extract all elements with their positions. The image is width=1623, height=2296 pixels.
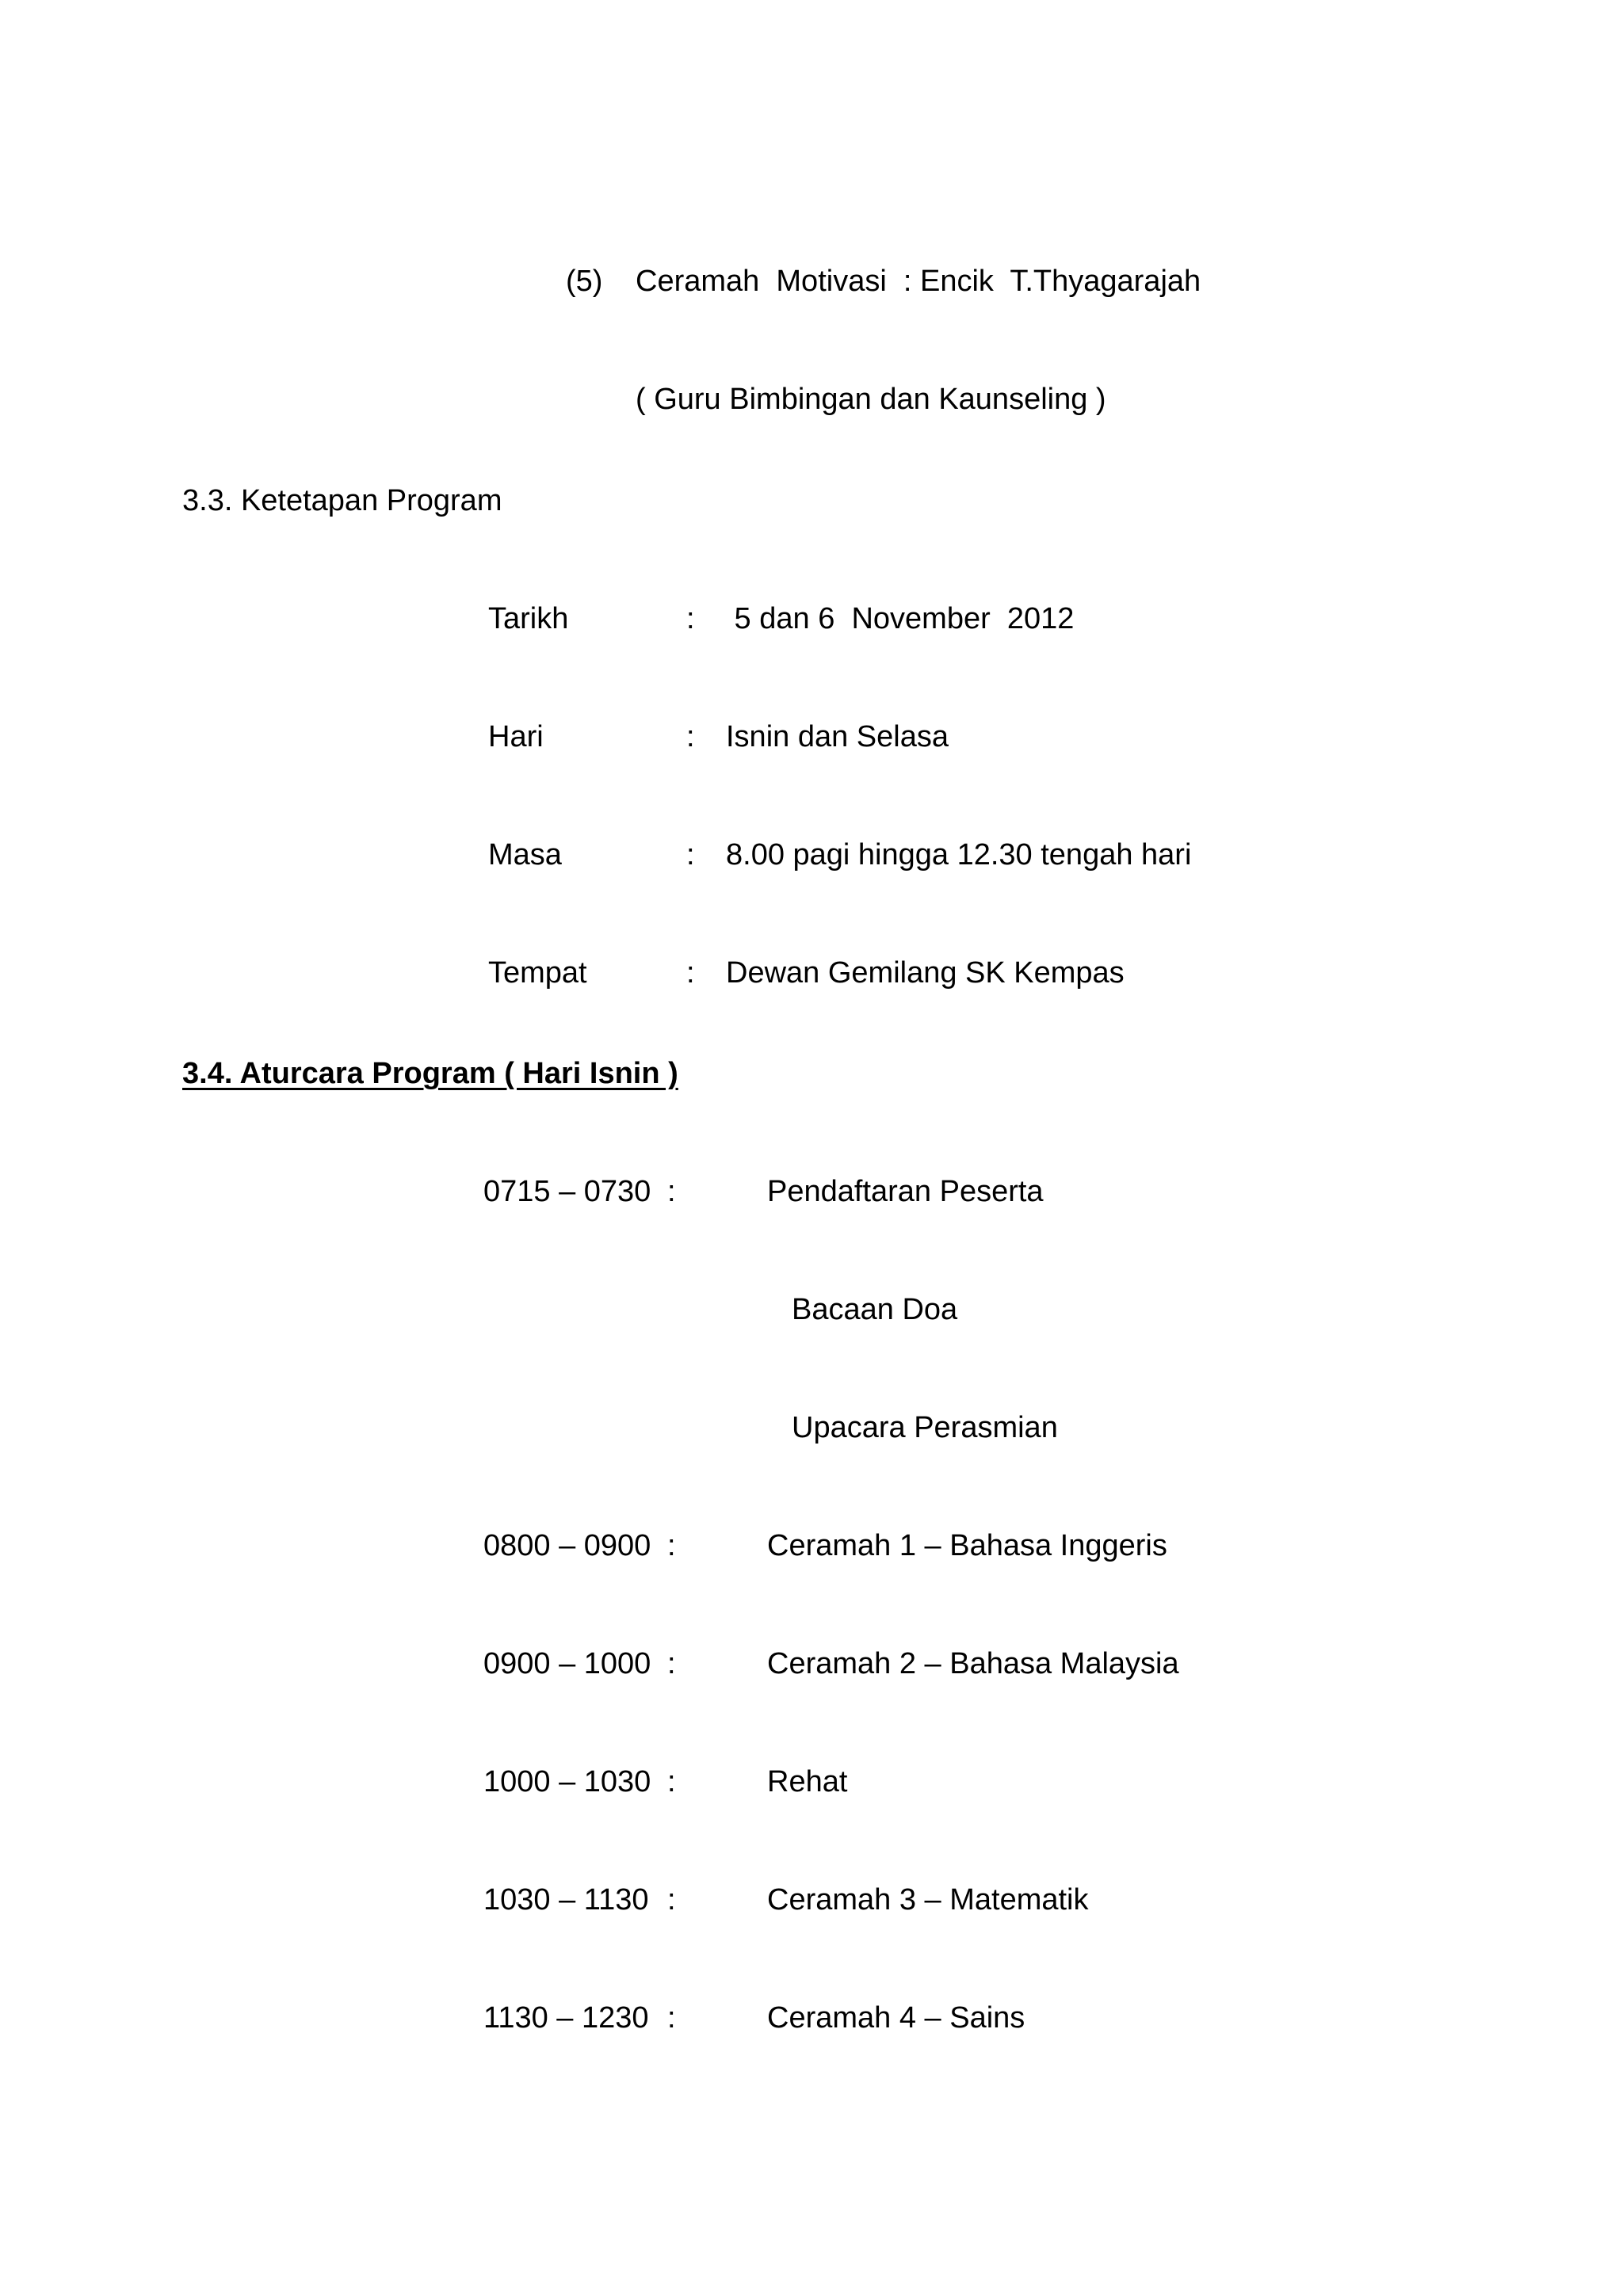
speaker-label: Ceramah Motivasi : Encik T.Thyagarajah [636, 265, 1201, 298]
schedule-time: 0800 – 0900 [483, 1529, 651, 1562]
detail-value-tempat: Dewan Gemilang SK Kempas [726, 956, 1125, 990]
detail-separator: : [686, 838, 695, 871]
speaker-number: (5) [566, 265, 603, 298]
detail-separator: : [686, 956, 695, 990]
schedule-separator: : [667, 2001, 676, 2035]
schedule-separator: : [667, 1765, 676, 1798]
schedule-time: 1130 – 1230 [483, 2001, 649, 2035]
detail-label-masa: Masa [488, 838, 562, 871]
schedule-time: 1000 – 1030 [483, 1765, 651, 1798]
schedule-separator: : [667, 1647, 676, 1680]
section-3-4-title: 3.4. Aturcara Program ( Hari Isnin ) [182, 1057, 678, 1090]
schedule-activity: Ceramah 2 – Bahasa Malaysia [767, 1647, 1179, 1680]
schedule-time: 0715 – 0730 [483, 1175, 651, 1208]
detail-value-masa: 8.00 pagi hingga 12.30 tengah hari [726, 838, 1192, 871]
detail-value-hari: Isnin dan Selasa [726, 720, 949, 753]
detail-value-tarikh: 5 dan 6 November 2012 [726, 602, 1075, 635]
detail-separator: : [686, 720, 695, 753]
detail-separator: : [686, 602, 695, 635]
schedule-time: 1030 – 1130 [483, 1883, 649, 1917]
detail-label-tempat: Tempat [488, 956, 587, 990]
schedule-activity: Ceramah 1 – Bahasa Inggeris [767, 1529, 1167, 1562]
schedule-separator: : [667, 1883, 676, 1917]
schedule-time: 0900 – 1000 [483, 1647, 651, 1680]
schedule-activity: Bacaan Doa [792, 1293, 958, 1326]
schedule-activity: Ceramah 4 – Sains [767, 2001, 1025, 2035]
detail-label-tarikh: Tarikh [488, 602, 569, 635]
section-3-3-title: 3.3. Ketetapan Program [182, 484, 502, 517]
schedule-activity: Rehat [767, 1765, 848, 1798]
schedule-activity: Pendaftaran Peserta [767, 1175, 1044, 1208]
schedule-separator: : [667, 1175, 676, 1208]
speaker-role: ( Guru Bimbingan dan Kaunseling ) [636, 383, 1106, 416]
detail-label-hari: Hari [488, 720, 544, 753]
schedule-activity: Ceramah 3 – Matematik [767, 1883, 1089, 1917]
schedule-separator: : [667, 1529, 676, 1562]
schedule-activity: Upacara Perasmian [792, 1411, 1058, 1444]
